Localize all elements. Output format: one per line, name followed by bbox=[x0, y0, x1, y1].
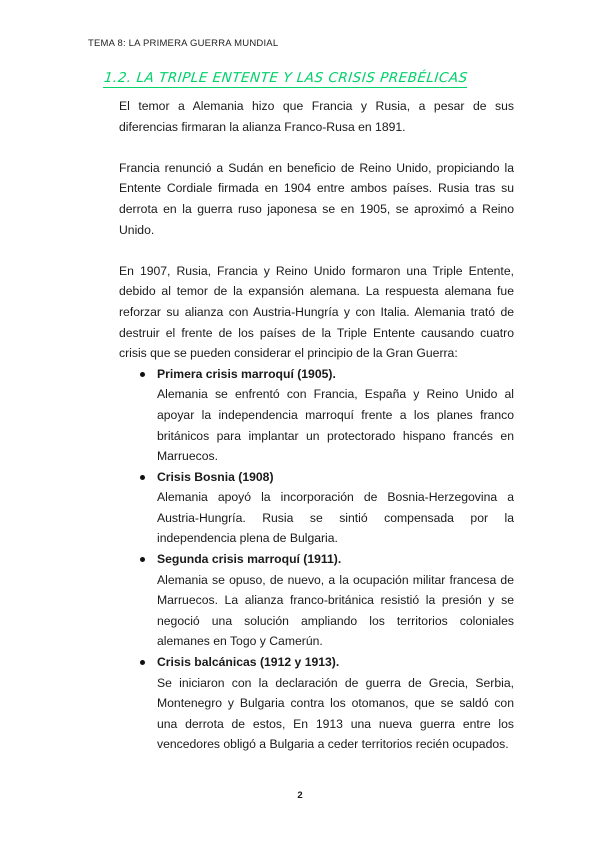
paragraph: Francia renunció a Sudán en beneficio de Reino Unido, propiciando la Entente Cordiale firmada en 1904 entre ambos países. Rusia tras su derrota en la guerra ruso japonesa se en 1905, se aproximó a Reino Unido. bbox=[119, 160, 514, 237]
bullet-icon bbox=[140, 557, 145, 562]
crisis-text: Se iniciaron con la declaración de guerra de Grecia, Serbia, Montenegro y Bulgaria contra los otomanos, que se saldó con una derrota de estos, En 1913 una nueva guerra entre los vencedores obligó a Bulgaria a ceder territorios recién ocupados. bbox=[157, 675, 514, 752]
crisis-text: Alemania se enfrentó con Francia, España y Reino Unido al apoyar la independencia marroquí frente a los planes franco británicos para implantar un protectorado hispano francés en Marruecos. bbox=[157, 387, 514, 464]
document-body bbox=[119, 96, 514, 755]
bullet-icon bbox=[140, 372, 145, 377]
crisis-title: Primera crisis marroquí (1905). bbox=[157, 366, 336, 381]
running-header: TEMA 8: LA PRIMERA GUERRA MUNDIAL bbox=[88, 38, 279, 49]
list-item bbox=[119, 364, 514, 467]
paragraph: El temor a Alemania hizo que Francia y Rusia, a pesar de sus diferencias firmaran la alianza Franco-Rusa en 1891. bbox=[119, 99, 514, 134]
paragraph: En 1907, Rusia, Francia y Reino Unido formaron una Triple Entente, debido al temor de la expansión alemana. La respuesta alemana fue reforzar su alianza con Austria-Hungría y con Italia. Alemania trató de destruir el frente de los países de la Triple Entente causando cuatro crisis que se pueden considerar el principio de la Gran Guerra: bbox=[119, 263, 514, 361]
list-item bbox=[119, 549, 514, 652]
bullet-icon bbox=[140, 660, 145, 665]
crisis-title: Crisis balcánicas (1912 y 1913). bbox=[157, 655, 340, 670]
crisis-title: Crisis Bosnia (1908) bbox=[157, 469, 274, 484]
crisis-title: Segunda crisis marroquí (1911). bbox=[157, 552, 342, 567]
list-item bbox=[119, 467, 514, 549]
page-number: 2 bbox=[297, 790, 303, 801]
crisis-text: Alemania se opuso, de nuevo, a la ocupación militar francesa de Marruecos. La alianza franco-británica resistió la presión y se negoció una solución ampliando los territorios coloniales alemanes en Togo y Camerún. bbox=[157, 572, 514, 649]
crisis-text: Alemania apoyó la incorporación de Bosnia-Herzegovina a Austria-Hungría. Rusia se sintió compensada por la independencia plena de Bulgaria. bbox=[157, 490, 514, 546]
section-title-text: 1.2. LA TRIPLE ENTENTE Y LAS CRISIS PREBÉLICAS bbox=[103, 70, 469, 86]
crisis-list bbox=[119, 364, 514, 755]
list-item bbox=[119, 652, 514, 755]
title-underline bbox=[103, 87, 467, 89]
bullet-icon bbox=[140, 475, 145, 480]
section-title bbox=[103, 70, 468, 86]
